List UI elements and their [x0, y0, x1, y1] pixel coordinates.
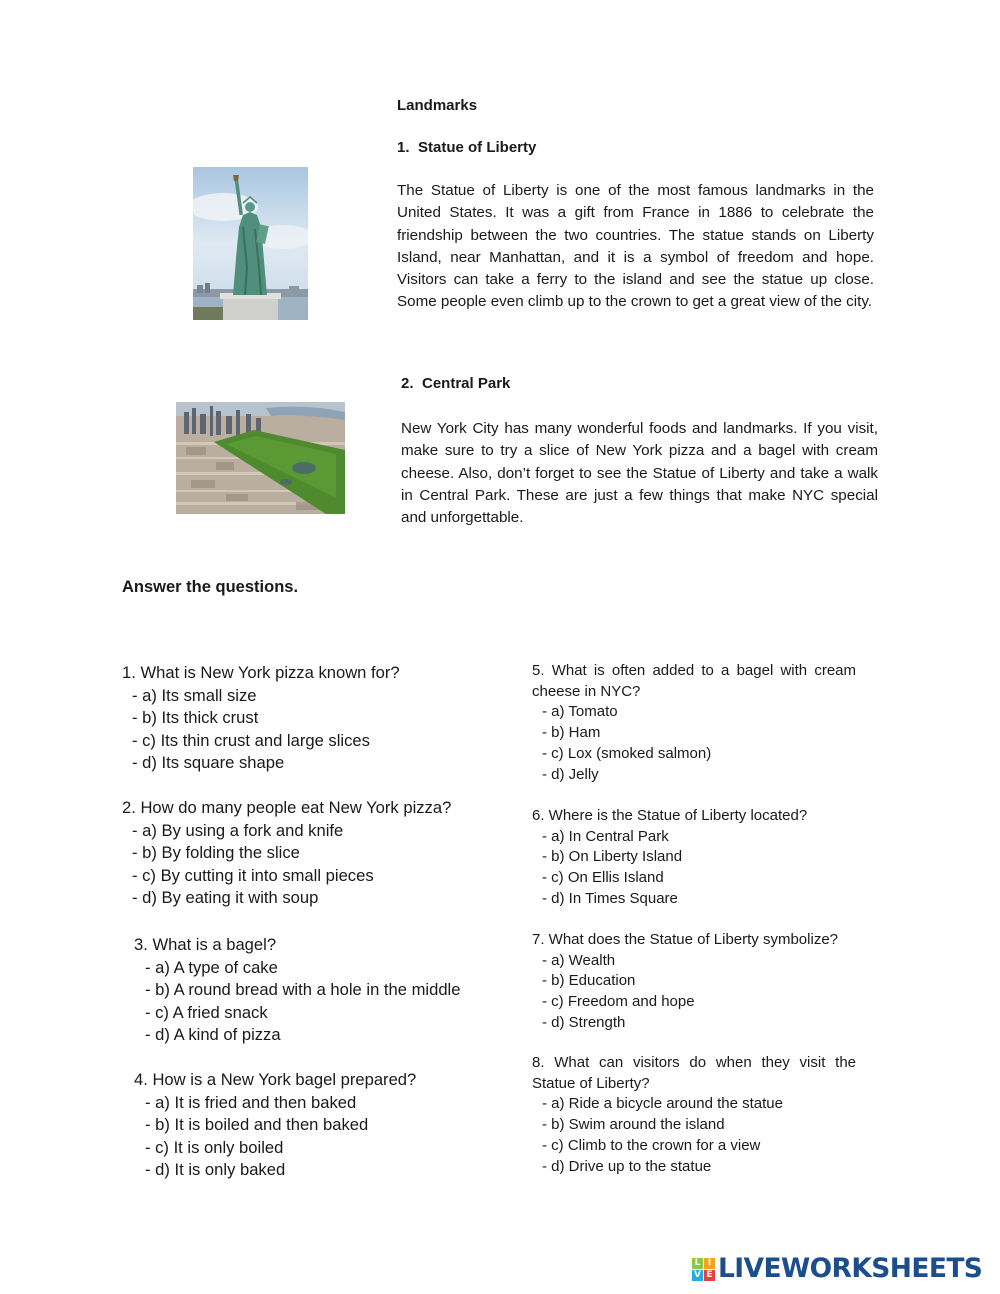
section-heading-central-park [401, 375, 510, 392]
page-title: Landmarks [397, 97, 478, 114]
question-text: 6. Where is the Statue of Liberty located? [532, 807, 808, 824]
answer-option-c[interactable]: - c) Lox (smoked salmon) [542, 744, 712, 762]
question-1 [122, 662, 400, 775]
answer-option-d[interactable]: - d) Strength [542, 1013, 626, 1031]
statue-of-liberty-photo-icon [193, 167, 308, 320]
answer-option-b[interactable]: - b) It is boiled and then baked [145, 1115, 369, 1134]
statue-of-liberty-paragraph: The Statue of Liberty is one of the most famous landmarks in the United States. It was a gift from France in 1886 to celebrate the friendship between the two countries. The statue stands on Liberty Island, near Manhattan, and it is a symbol of freedom and hope. Visitors can take a ferry to the island and see the statue up close. Some people even climb up to the crown to get a great view of the city. [397, 182, 874, 311]
logo-letter-v: V [692, 1270, 703, 1281]
question-text: 2. How do many people eat New York pizza? [122, 798, 452, 817]
liveworksheets-logo[interactable] [692, 1252, 983, 1284]
answer-option-a[interactable]: - a) Wealth [542, 951, 616, 969]
question-text: 1. What is New York pizza known for? [122, 663, 400, 682]
question-7 [532, 930, 856, 1034]
answer-option-a[interactable]: - a) It is fried and then baked [145, 1092, 357, 1112]
answer-option-b[interactable]: - b) By folding the slice [132, 843, 300, 862]
question-2 [122, 797, 451, 910]
answer-option-d[interactable]: - d) Jelly [542, 765, 599, 783]
answer-option-d[interactable]: - d) It is only baked [145, 1160, 286, 1179]
answer-option-c[interactable]: - c) By cutting it into small pieces [132, 865, 374, 885]
question-text: 3. What is a bagel? [134, 935, 277, 954]
section-title: Central Park [422, 375, 511, 392]
logo-letter-l: L [692, 1258, 703, 1269]
answer-option-b[interactable]: - b) Education [542, 972, 636, 990]
logo-letter-e: E [704, 1270, 715, 1281]
answer-option-a[interactable]: - a) In Central Park [542, 827, 669, 845]
instructions-heading: Answer the questions. [122, 578, 299, 596]
answer-option-c[interactable]: - c) Its thin crust and large slices [132, 730, 370, 750]
logo-letter-i: I [704, 1258, 715, 1269]
answer-option-d[interactable]: - d) In Times Square [542, 889, 678, 907]
answer-option-d[interactable]: - d) By eating it with soup [132, 888, 319, 907]
answer-option-c[interactable]: - c) On Ellis Island [542, 869, 664, 887]
answer-option-c[interactable]: - c) It is only boiled [145, 1137, 284, 1157]
question-text: 7. What does the Statue of Liberty symbolize? [532, 931, 838, 948]
answer-option-a[interactable]: - a) Its small size [132, 685, 257, 705]
answer-option-c[interactable]: - c) A fried snack [145, 1002, 268, 1022]
answer-option-b[interactable]: - b) Swim around the island [542, 1116, 725, 1134]
answer-option-a[interactable]: - a) By using a fork and knife [132, 820, 344, 840]
liveworksheets-logo-icon [692, 1258, 715, 1281]
answer-option-b[interactable]: - b) On Liberty Island [542, 848, 683, 866]
answer-option-b[interactable]: - b) Ham [542, 724, 601, 742]
question-4 [134, 1069, 416, 1182]
section-heading-statue-of-liberty [397, 139, 536, 156]
answer-option-b[interactable]: - b) Its thick crust [132, 708, 259, 727]
answer-option-a[interactable]: - a) Ride a bicycle around the statue [542, 1095, 783, 1113]
central-park-image [176, 402, 345, 514]
answer-option-d[interactable]: - d) A kind of pizza [145, 1025, 281, 1044]
question-text: 5. What is often added to a bagel with cream cheese in NYC? [532, 662, 856, 700]
answer-option-b[interactable]: - b) A round bread with a hole in the middle [145, 980, 461, 999]
answer-option-c[interactable]: - c) Climb to the crown for a view [542, 1136, 761, 1154]
answer-option-a[interactable]: - a) A type of cake [145, 957, 278, 977]
question-text: 8. What can visitors do when they visit the Statue of Liberty? [532, 1054, 856, 1092]
statue-of-liberty-image [193, 167, 308, 320]
answer-option-c[interactable]: - c) Freedom and hope [542, 993, 695, 1011]
question-5 [532, 661, 856, 785]
section-number: 2. [401, 375, 414, 392]
question-8 [532, 1053, 856, 1177]
section-number: 1. [397, 139, 410, 156]
question-3 [134, 934, 460, 1047]
central-park-paragraph: New York City has many wonderful foods and landmarks. If you visit, make sure to try a slice of New York pizza and a bagel with cream cheese. Also, don’t forget to see the Statue of Liberty and take a walk in Central Park. These are just a few things that make NYC special and unforgettable. [401, 420, 878, 527]
section-title: Statue of Liberty [418, 139, 537, 156]
answer-option-d[interactable]: - d) Drive up to the statue [542, 1157, 712, 1175]
logo-wordmark: LIVEWORKSHEETS [718, 1252, 983, 1284]
question-text: 4. How is a New York bagel prepared? [134, 1070, 417, 1089]
central-park-aerial-photo-icon [176, 402, 345, 514]
answer-option-d[interactable]: - d) Its square shape [132, 753, 285, 772]
question-6 [532, 806, 856, 910]
answer-option-a[interactable]: - a) Tomato [542, 703, 618, 721]
